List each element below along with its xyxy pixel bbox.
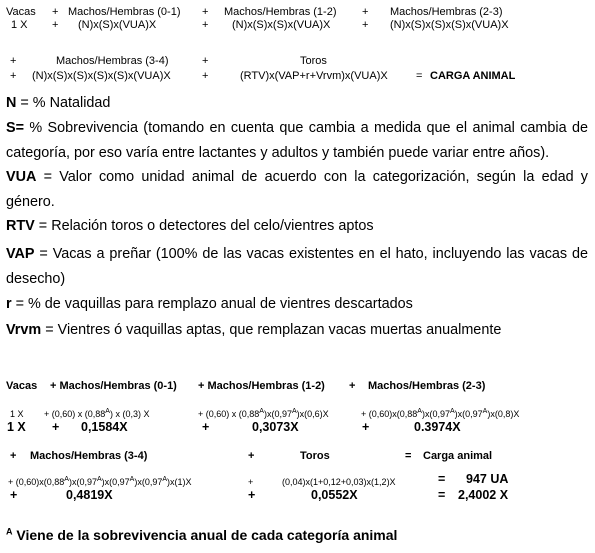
calc-plus: + xyxy=(202,420,210,434)
formula-plus: + xyxy=(202,6,209,18)
formula-expr-mh34: (N)x(S)x(S)x(S)x(S)x(VUA)X xyxy=(32,70,171,82)
calc-result-vacas: 1 X xyxy=(7,420,26,434)
definition-text: = % de vaquillas para remplazo anual de vientres descartados xyxy=(11,296,413,312)
calc-equals: = xyxy=(438,488,446,502)
calc-expr-mh12: + (0,60) x $(0,88^A)x(0,97^A)x(0,6)X$ xyxy=(198,408,329,419)
calc-label-mh34: Machos/Hembras (3-4) xyxy=(30,450,148,462)
calc-expr-mh01: + (0,60) x $(0,88^A)$ x (0,3) X xyxy=(44,408,150,419)
formula-plus: + xyxy=(202,55,209,67)
calc-expr-toros: (0,04)x(1+0,12+0,03)x(1,2)X xyxy=(282,477,396,487)
footnote-text: Viene de la sobrevivencia anual de cada categoría animal xyxy=(12,527,398,543)
calc-equals: = xyxy=(405,450,412,462)
formula-result-label: CARGA ANIMAL xyxy=(430,70,516,82)
calc-plus: + xyxy=(362,420,370,434)
formula-expr-mh12: (N)x(S)x(S)x(VUA)X xyxy=(232,19,331,31)
formula-expr-mh01: (N)x(S)x(VUA)X xyxy=(78,19,157,31)
calc-label-mh01: + Machos/Hembras (0-1) xyxy=(50,380,177,392)
calc-label-carga: Carga animal xyxy=(423,450,493,462)
calc-plus: + xyxy=(10,488,18,502)
calc-equals: = xyxy=(438,472,446,486)
formula-label-mh12: Machos/Hembras (1-2) xyxy=(224,6,337,18)
formula-plus: + xyxy=(202,19,209,31)
calc-result-mh12: 0,3073X xyxy=(252,420,299,434)
formula-label-mh23: Machos/Hembras (2-3) xyxy=(390,6,503,18)
formula-label-vacas: Vacas xyxy=(6,6,36,18)
calc-result-toros: 0,0552X xyxy=(311,488,358,502)
calc-plus: + xyxy=(10,450,17,462)
calc-plus: + xyxy=(52,420,60,434)
definition-term: Vrvm xyxy=(6,322,42,338)
definition-term: N xyxy=(6,95,17,111)
definition-vrvm xyxy=(6,318,588,343)
formula-equals: = xyxy=(416,70,423,82)
footnote-marker: A xyxy=(6,526,13,537)
calc-expr-mh23: + $(0,60)x(0,88^A)x(0,97^A)x(0,97^A)x(0,8)X$ xyxy=(361,408,520,419)
definition-text: = Relación toros o detectores del celo/vientres aptos xyxy=(34,218,374,234)
calc-plus: + xyxy=(248,450,255,462)
calc-label-mh12: + Machos/Hembras (1-2) xyxy=(198,380,325,392)
definition-n xyxy=(6,91,588,116)
calc-label-toros: Toros xyxy=(300,450,330,462)
definition-vap xyxy=(6,242,588,291)
calc-label-mh23: Machos/Hembras (2-3) xyxy=(368,380,486,392)
formula-expr-mh23: (N)x(S)x(S)x(S)x(VUA)X xyxy=(390,19,509,31)
definition-r xyxy=(6,292,588,317)
formula-label-mh01: Machos/Hembras (0-1) xyxy=(68,6,181,18)
calc-plus: + xyxy=(349,380,356,392)
definition-s xyxy=(6,116,588,165)
calc-result-mh23: 0.3974X xyxy=(414,420,461,434)
definition-text: = Vientres ó vaquillas aptas, que remplazan vacas muertas anualmente xyxy=(41,322,502,338)
formula-label-mh34: Machos/Hembras (3-4) xyxy=(56,55,169,67)
definition-term: RTV xyxy=(6,218,35,234)
definition-term: VAP xyxy=(6,246,35,262)
formula-label-toros: Toros xyxy=(300,55,327,67)
formula-plus: + xyxy=(362,19,369,31)
calc-result-mh34: 0,4819X xyxy=(66,488,113,502)
calc-label-vacas: Vacas xyxy=(6,380,38,392)
formula-plus: + xyxy=(10,55,17,67)
formula-plus: + xyxy=(202,70,209,82)
calc-result-ua: 947 UA xyxy=(466,472,509,486)
formula-plus: + xyxy=(362,6,369,18)
formula-plus: + xyxy=(52,19,59,31)
definition-rtv xyxy=(6,214,588,239)
calc-result-mh01: 0,1584X xyxy=(81,420,128,434)
definition-term: r xyxy=(6,296,12,312)
calc-expr-mh34: + $(0,60)x(0,88^A)x(0,97^A)x(0,97^A)x(0,97^A)x(1)X$ xyxy=(8,476,192,487)
definition-vua xyxy=(6,165,588,214)
calc-expr-vacas: 1 X xyxy=(10,409,24,419)
footnote xyxy=(6,527,397,543)
definition-term: VUA xyxy=(6,169,37,185)
calc-result-total: 2,4002 X xyxy=(458,488,509,502)
definition-text: % Sobrevivencia (tomando en cuenta que cambia a medida que el animal cambia de categoría, por eso varía entre lactantes y adultos y también puede variar entre años). xyxy=(6,120,588,161)
formula-expr-toros: (RTV)x(VAP+r+Vrvm)x(VUA)X xyxy=(240,70,388,82)
formula-plus: + xyxy=(10,70,17,82)
calc-plus: + xyxy=(248,488,256,502)
definition-term: S= xyxy=(6,120,25,136)
formula-expr-vacas: 1 X xyxy=(11,19,28,31)
formula-plus: + xyxy=(52,6,59,18)
definition-text: = % Natalidad xyxy=(16,95,111,111)
definition-text: = Vacas a preñar (100% de las vacas existentes en el hato, incluyendo las vacas de desecho) xyxy=(6,246,588,287)
definition-text: = Valor como unidad animal de acuerdo con la categorización, según la edad y género. xyxy=(6,169,588,210)
calc-plus: + xyxy=(248,477,254,487)
